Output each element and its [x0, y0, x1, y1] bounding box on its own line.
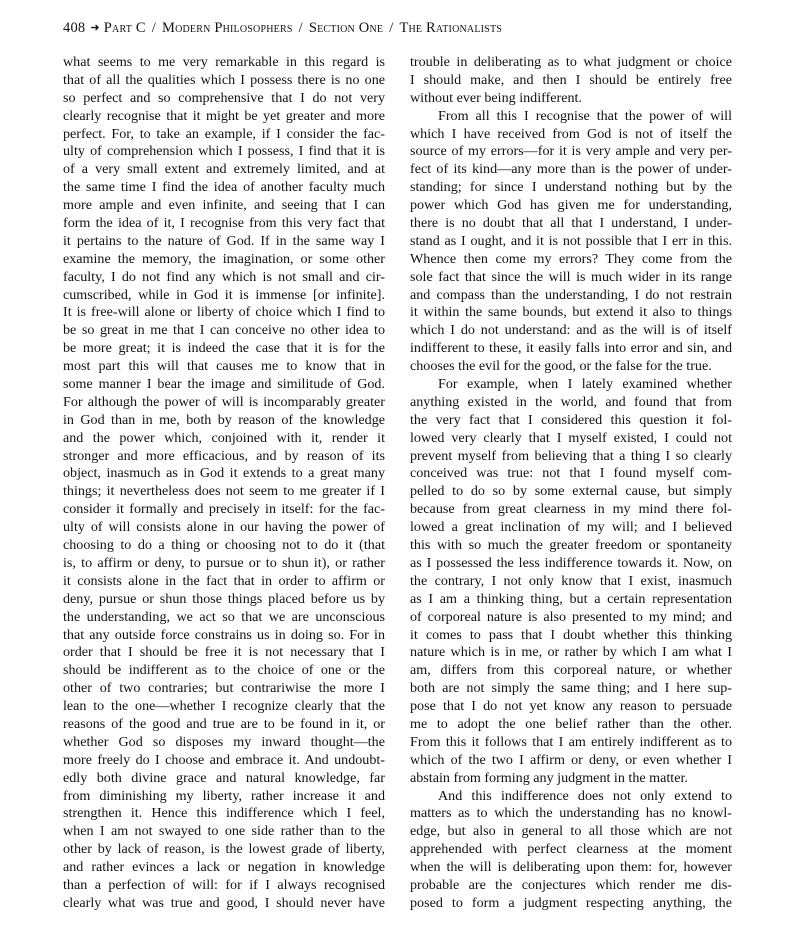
right-arrow-icon: ➜	[90, 22, 100, 34]
text-line: strengthen it. Hence this indifference which I feel,	[63, 805, 385, 822]
text-line: sole fact that since the will is much wider in its range	[410, 268, 732, 285]
text-line: ulty of will consists alone in our having the power of	[63, 519, 385, 536]
text-line: conceived was true: not that I found myself com-	[410, 465, 732, 482]
text-line: clearly what was true and good, I should never have	[63, 894, 385, 911]
text-line: the understanding, we act so that we are unconscious	[63, 608, 385, 625]
text-line: stronger and more efficacious, and by reason of its	[63, 447, 385, 464]
header-separator: /	[389, 20, 394, 36]
text-line: be so great in me that I can conceive no other idea to	[63, 322, 385, 339]
text-line: form the idea of it, I recognise from this very fact that	[63, 215, 385, 232]
text-line: abstain from forming any judgment in the matter.	[410, 769, 688, 786]
text-line: so perfect and so comprehensive that I do not very	[63, 89, 385, 106]
text-line: is, to affirm or deny, to pursue or to shun it), or rather	[63, 554, 385, 571]
text-line: both are not simply the same thing; and I here sup-	[410, 680, 732, 697]
running-header	[63, 19, 743, 37]
text-line: some manner I bear the image and similitude of God.	[63, 376, 385, 393]
text-line: posed to form a judgment respecting anything, the	[410, 894, 732, 911]
text-line: should be indifferent as to the choice of one or the	[63, 662, 385, 679]
text-line: prevent myself from believing that a thing I so clearly	[410, 447, 732, 464]
text-line: For example, when I lately examined whether	[438, 376, 732, 393]
text-line: and rather evinces a lack or negation in knowledge	[63, 859, 385, 876]
text-line: am, differs from this corporeal nature, or whether	[410, 662, 732, 679]
text-line: clearly recognise that it might be yet greater and more	[63, 107, 385, 124]
text-line: cumscribed, while in God it is immense [or infinite].	[63, 286, 385, 303]
text-line: pose that I do not yet know any reason to persuade	[410, 698, 732, 715]
text-line: and compass than the understanding, I do not restrain	[410, 286, 732, 303]
text-line: power which God has given me for understanding,	[410, 197, 732, 214]
text-line: matters as to which the understanding has no knowl-	[410, 805, 732, 822]
text-line: because from great clearness in my mind there fol-	[410, 501, 732, 518]
text-line: examine the memory, the imagination, or some other	[63, 250, 385, 267]
page-number: 408	[63, 20, 86, 36]
text-line: and the power which, conjoined with it, render it	[63, 429, 385, 446]
text-line: the same time I find the idea of another faculty much	[63, 179, 385, 196]
text-line: reasons of the good and true are to be found in it, or	[63, 715, 385, 732]
header-section-a: Modern Philosophers	[161, 20, 293, 36]
text-line: source of my errors—for it is very ample and very per-	[410, 143, 732, 160]
text-line: order that I should be free it is not necessary that I	[63, 644, 385, 661]
text-line: faculty, I do not find any which is not small and cir-	[63, 268, 385, 285]
text-line: I should make, and then I should be entirely free	[410, 71, 732, 88]
text-line: chooses the evil for the good, or the false for the true.	[410, 358, 712, 375]
header-section-b: Section One	[308, 20, 384, 36]
header-separator: /	[151, 20, 156, 36]
text-line: what seems to me very remarkable in this regard is	[63, 54, 385, 70]
text-line: For although the power of will is incomparably greater	[63, 393, 385, 410]
text-line: probable are the conjectures which render me dis-	[410, 876, 732, 893]
text-line: choosing to do a thing or choosing not to do it (that	[63, 537, 385, 554]
text-line: more ample and even infinite, and seeing that I can	[63, 197, 385, 214]
text-line: in God than in me, both by reason of the knowledge	[63, 411, 385, 428]
text-line: it comes to pass that I doubt whether this thinking	[410, 626, 732, 643]
text-line: it within the same bounds, but extend it also to things	[410, 304, 732, 321]
left-text-column	[63, 54, 385, 914]
text-line: pelled to do so by some external cause, but simply	[410, 483, 732, 500]
text-line: which I do not understand: and as the will is of itself	[410, 322, 732, 339]
right-text-column	[410, 54, 732, 914]
header-separator: /	[298, 20, 303, 36]
text-line: lowed very clearly that I myself existed, I could not	[410, 429, 732, 446]
text-line: more freely do I choose and embrace it. And undoubt-	[63, 751, 385, 768]
text-line: anything existed in the world, and found that from	[410, 393, 732, 410]
text-line: fect of its kind—any more than is the power of under-	[410, 161, 732, 178]
text-line: me to adopt the one belief rather than the other.	[410, 715, 732, 732]
text-line: consider it formally and precisely in itself: for the fac-	[63, 501, 385, 518]
text-line: that any outside force constrains us in doing so. For in	[63, 626, 385, 643]
text-line: this with so much the greater freedom or spontaneity	[410, 537, 732, 554]
text-line: stand as I ought, and it is not possible that I err in this.	[410, 232, 732, 249]
text-line: lean to the one—whether I recognize clearly that the	[63, 698, 385, 715]
text-line: of corporeal nature is also presented to my mind; and	[410, 608, 732, 625]
text-line: as I possessed the less indifference towards it. Now, on	[410, 554, 732, 571]
text-line: from diminishing my liberty, rather increase it and	[63, 787, 385, 804]
text-line: when the will is deliberating upon them: for, however	[410, 859, 732, 876]
text-line: indifferent to these, it easily falls into error and sin, and	[410, 340, 732, 357]
text-line: apprehended with perfect clearness at the moment	[410, 841, 732, 858]
text-line: it pertains to the nature of God. If in the same way I	[63, 232, 385, 249]
text-line: than a perfection of will: for if I always recognised	[63, 876, 385, 893]
text-line: as I am a thinking thing, but a certain representation	[410, 590, 732, 607]
text-line: of a very small extent and extremely limited, and at	[63, 161, 385, 178]
text-line: that of all the qualities which I possess there is no one	[63, 71, 385, 88]
text-line: object, inasmuch as in God it extends to a great many	[63, 465, 385, 482]
text-line: whether God so disposes my inward thought—the	[63, 733, 385, 750]
text-line: From this it follows that I am entirely indifferent as to	[410, 733, 732, 750]
text-line: which I have received from God is not of itself the	[410, 125, 732, 142]
text-line: when I am not swayed to one side rather than to the	[63, 823, 385, 840]
text-line: other of two contraries; but contrariwise the more I	[63, 680, 385, 697]
text-line: it consists alone in the fact that in order to affirm or	[63, 572, 385, 589]
text-line: deny, pursue or shun those things placed before us by	[63, 590, 385, 607]
text-line: without ever being indifferent.	[410, 89, 582, 106]
text-line: Whence then come my errors? They come from the	[410, 250, 732, 267]
text-line: From all this I recognise that the power of will	[438, 107, 732, 124]
text-line: other by lack of reason, is the lowest grade of liberty,	[63, 841, 385, 858]
text-line: the very fact that I considered this question it fol-	[410, 411, 732, 428]
text-line: ulty of comprehension which I possess, I find that it is	[63, 143, 385, 160]
text-line: things; it nevertheless does not seem to me greater if I	[63, 483, 385, 500]
text-line: which of the two I affirm or deny, or even whether I	[410, 751, 732, 768]
text-line: And this indifference does not only extend to	[438, 787, 732, 804]
text-line: lowed a great inclination of my will; and I believed	[410, 519, 732, 536]
text-line: there is no doubt that all that I understand, I under-	[410, 215, 732, 232]
text-line: most part this will that causes me to know that in	[63, 358, 385, 375]
header-part: Part C	[103, 20, 146, 36]
text-line: trouble in deliberating as to what judgment or choice	[410, 54, 732, 70]
text-line: nature which is in me, or rather by which I am what I	[410, 644, 732, 661]
text-line: be more great; it is indeed the case that it is for the	[63, 340, 385, 357]
header-section-c: The Rationalists	[399, 20, 503, 36]
text-line: edge, but also in general to all those which are not	[410, 823, 732, 840]
text-line: edly both divine grace and natural knowledge, far	[63, 769, 385, 786]
text-line: perfect. For, to take an example, if I consider the fac-	[63, 125, 385, 142]
text-line: the contrary, I not only know that I exist, inasmuch	[410, 572, 732, 589]
text-line: standing; for since I understand nothing but by the	[410, 179, 732, 196]
text-line: It is free-will alone or liberty of choice which I find to	[63, 304, 385, 321]
